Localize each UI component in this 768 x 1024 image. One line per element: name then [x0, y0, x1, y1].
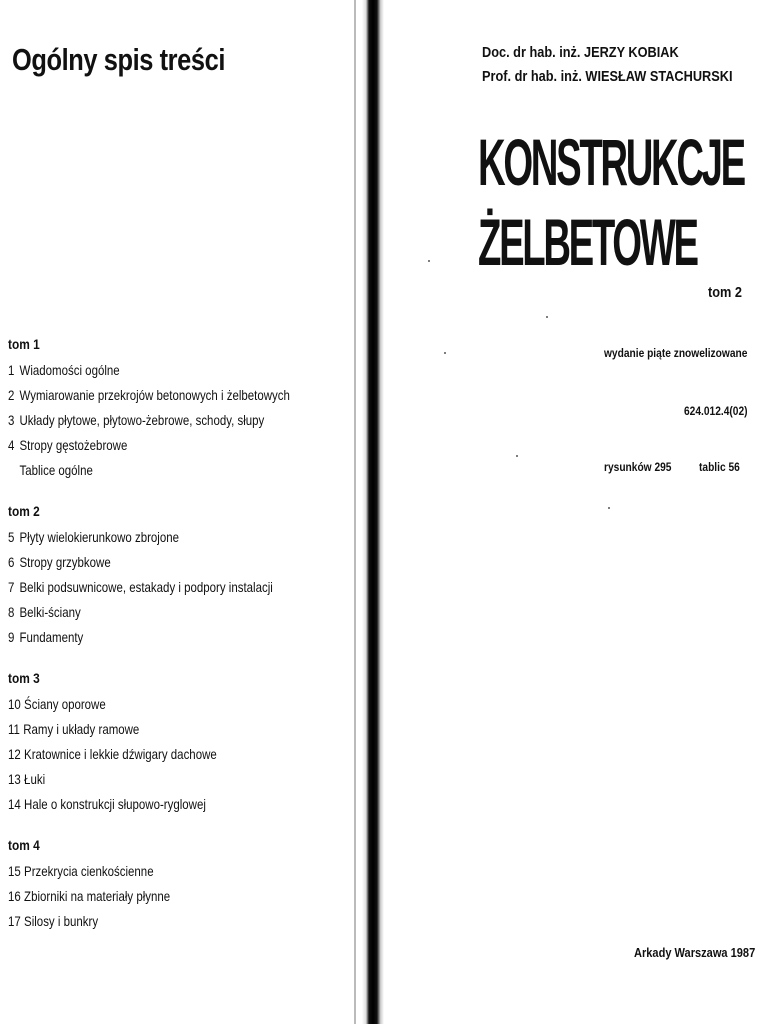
toc-entry	[8, 358, 287, 383]
toc-entry-number: 14	[8, 796, 21, 812]
author-line: Doc. dr hab. inż. JERZY KOBIAK	[482, 44, 679, 61]
toc-entry-number: 4	[8, 437, 15, 453]
toc-volume-heading: tom 4	[8, 837, 40, 853]
toc-entry	[8, 525, 287, 550]
toc-entry	[8, 859, 287, 884]
toc-entry-text: Łuki	[24, 771, 46, 787]
toc-entry-number: 11	[8, 721, 20, 737]
toc-entry	[8, 433, 287, 458]
toc-volume-group	[8, 837, 348, 934]
toc-entry	[8, 625, 287, 650]
toc-entry-number: 9	[8, 629, 15, 645]
book-spine	[362, 0, 384, 1024]
toc-entry-text: Układy płytowe, płytowo-żebrowe, schody, słupy	[19, 412, 265, 428]
author-line: Prof. dr hab. inż. WIESŁAW STACHURSKI	[482, 68, 733, 85]
toc-entry	[8, 717, 287, 742]
toc-entry-text: Stropy gęstożebrowe	[19, 437, 128, 453]
toc-entry	[8, 408, 287, 433]
toc-entry-number: 6	[8, 554, 15, 570]
toc-entry-number: 7	[8, 579, 15, 595]
toc-heading: Ogólny spis treści	[12, 42, 226, 77]
toc-entry-number: 17	[8, 913, 21, 929]
toc-entry-text: Ściany oporowe	[24, 696, 106, 712]
toc-entry-number: 16	[8, 888, 21, 904]
book-title	[478, 122, 744, 282]
toc-volume-group	[8, 503, 348, 650]
toc-entry-text: Fundamenty	[19, 629, 84, 645]
toc-volume-heading: tom 3	[8, 670, 40, 686]
toc-entry	[8, 458, 287, 483]
toc-entry	[8, 742, 287, 767]
toc-entry-text: Silosy i bunkry	[24, 913, 99, 929]
toc-entry-text: Wymiarowanie przekrojów betonowych i żelbetowych	[19, 387, 290, 403]
toc-entry	[8, 692, 287, 717]
toc-entry	[8, 909, 287, 934]
udc-code: 624.012.4(02)	[684, 404, 748, 418]
toc-entry-text: Kratownice i lekkie dźwigary dachowe	[24, 746, 217, 762]
toc-entry-text: Belki-ściany	[19, 604, 81, 620]
toc-entry	[8, 792, 287, 817]
table-of-contents	[8, 336, 348, 954]
print-speck	[444, 352, 446, 354]
toc-entry-number: 5	[8, 529, 15, 545]
left-page	[0, 0, 362, 1024]
edition-note: wydanie piąte znowelizowane	[604, 346, 748, 360]
toc-entry	[8, 383, 290, 408]
toc-entry-number: 3	[8, 412, 15, 428]
page-edge-line	[354, 0, 356, 1024]
print-speck	[608, 507, 610, 509]
toc-entry	[8, 884, 287, 909]
toc-entry	[8, 550, 287, 575]
figure-count: rysunków 295	[604, 460, 672, 474]
toc-entry-number: 13	[8, 771, 21, 787]
print-speck	[546, 316, 548, 318]
toc-entry-text: Ramy i układy ramowe	[23, 721, 140, 737]
toc-entry-text: Stropy grzybkowe	[19, 554, 111, 570]
publisher-imprint: Arkady Warszawa 1987	[634, 945, 756, 960]
toc-volume-group	[8, 336, 348, 483]
book-title-line-2: ŻELBETOWE	[478, 205, 697, 279]
toc-entry-text: Przekrycia cienkościenne	[24, 863, 154, 879]
toc-entry-number: 10	[8, 696, 21, 712]
toc-entry-text: Tablice ogólne	[19, 462, 93, 478]
toc-volume-heading: tom 2	[8, 503, 40, 519]
toc-entry-text: Hale o konstrukcji słupowo-ryglowej	[24, 796, 206, 812]
table-count: tablic 56	[699, 460, 740, 474]
toc-entry	[8, 767, 287, 792]
toc-entry-number: 12	[8, 746, 21, 762]
volume-label: tom 2	[708, 284, 743, 301]
toc-entry-text: Belki podsuwnicowe, estakady i podpory instalacji	[19, 579, 273, 595]
toc-volume-group	[8, 670, 348, 817]
toc-entry-number: 2	[8, 387, 15, 403]
print-speck	[516, 455, 518, 457]
toc-entry-number: 15	[8, 863, 21, 879]
toc-entry-number: 8	[8, 604, 15, 620]
book-title-line-1: KONSTRUKCJE	[478, 125, 744, 199]
toc-entry-text: Zbiorniki na materiały płynne	[24, 888, 171, 904]
toc-entry-text: Płyty wielokierunkowo zbrojone	[19, 529, 180, 545]
toc-entry	[8, 575, 287, 600]
toc-entry	[8, 600, 287, 625]
toc-volume-heading: tom 1	[8, 336, 40, 352]
toc-entry-number: 1	[8, 362, 15, 378]
toc-entry-text: Wiadomości ogólne	[19, 362, 120, 378]
authors	[482, 44, 768, 92]
print-speck	[428, 260, 430, 262]
